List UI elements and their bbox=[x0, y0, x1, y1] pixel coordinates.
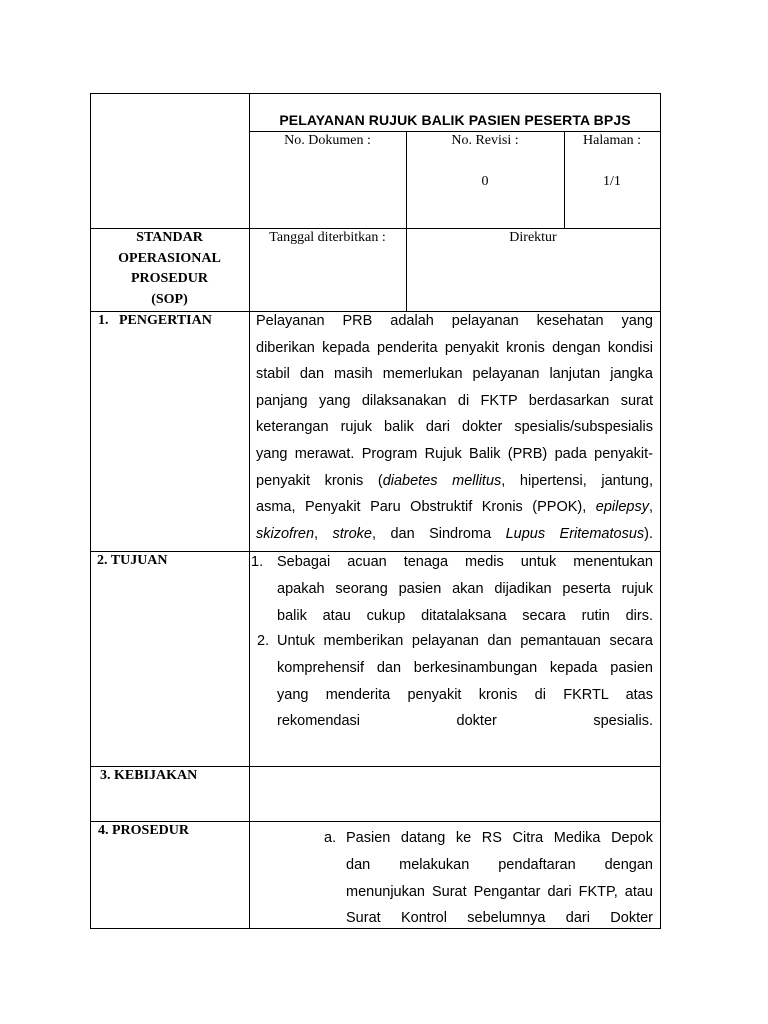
pengertian-line-8 bbox=[256, 494, 653, 521]
pengertian-text: , dan Sindroma bbox=[372, 525, 506, 542]
tujuan-item-1 bbox=[251, 549, 656, 630]
title-divider bbox=[249, 131, 661, 132]
table-border-left bbox=[90, 93, 91, 929]
halaman-value: 1/1 bbox=[603, 174, 621, 189]
row-divider-kebijakan bbox=[90, 821, 661, 822]
prosedur-item-a-line-4: Surat Kontrol sebelumnya dari Dokter bbox=[346, 910, 653, 927]
pengertian-text: , hipertensi, jantung, bbox=[501, 472, 653, 489]
halaman-label: Halaman : bbox=[583, 133, 641, 148]
pengertian-text: asma, Penyakit Paru Obstruktif Kronis (PPOK), bbox=[256, 499, 596, 516]
tujuan-item-number: 2. bbox=[257, 633, 270, 649]
pengertian-text: , bbox=[648, 499, 653, 516]
pengertian-italic-term: Lupus Eritematosus bbox=[505, 525, 645, 542]
tujuan-item-2 bbox=[257, 628, 656, 736]
prosedur-item-a bbox=[324, 825, 654, 929]
prosedur-item-letter: a. bbox=[324, 830, 337, 846]
tanggal-diterbitkan-label: Tanggal diterbitkan : bbox=[269, 230, 386, 245]
pengertian-line-5: keterangan rujuk balik dari dokter spesialis/subspesialis bbox=[256, 419, 653, 436]
tujuan-item-2-line-4: rekomendasi dokter spesialis. bbox=[277, 713, 653, 730]
pengertian-line-6: yang merawat. Program Rujuk Balik (PRB) pada penyakit- bbox=[256, 445, 653, 462]
direktur-label: Direktur bbox=[509, 230, 557, 245]
pengertian-line-2: diberikan kepada penderita penyakit kronis dengan kondisi bbox=[256, 339, 653, 356]
tujuan-item-1-line-1: Sebagai acuan tenaga medis untuk menentukan bbox=[277, 554, 653, 570]
section-prosedur-label: 4. PROSEDUR bbox=[98, 823, 190, 838]
no-revisi-label: No. Revisi : bbox=[451, 133, 519, 148]
pengertian-text: penyakit kronis ( bbox=[256, 472, 383, 489]
table-border-right bbox=[660, 93, 661, 929]
prosedur-item-a-line-3: menunjukan Surat Pengantar dari FKTP, atau bbox=[346, 883, 653, 900]
row-divider-tujuan bbox=[90, 766, 661, 767]
tujuan-item-2-line-3: yang menderita penyakit kronis di FKRTL atas bbox=[277, 686, 653, 703]
column-divider-main bbox=[249, 93, 250, 929]
sop-label-line4: (SOP) bbox=[151, 291, 188, 307]
pengertian-line-3: stabil dan masih memerlukan pelayanan lanjutan jangka bbox=[256, 366, 653, 383]
table-border-top bbox=[90, 93, 661, 94]
pengertian-line-4: panjang yang dilaksanakan di FKTP berdasarkan surat bbox=[256, 392, 653, 409]
prosedur-item-a-line-1: Pasien datang ke RS Citra Medika Depok bbox=[346, 830, 653, 846]
pengertian-text: ). bbox=[644, 525, 653, 542]
prosedur-item-a-line-2: dan melakukan pendaftaran dengan bbox=[346, 856, 653, 873]
document-title: PELAYANAN RUJUK BALIK PASIEN PESERTA BPJS bbox=[279, 112, 631, 128]
pengertian-line-9 bbox=[256, 521, 653, 548]
pengertian-italic-term: skizofren bbox=[256, 525, 315, 542]
tujuan-item-1-line-3: balik atau cukup ditatalaksana secara rutin dirs. bbox=[277, 607, 653, 624]
pengertian-italic-term: diabetes mellitus bbox=[382, 472, 502, 489]
tujuan-item-2-line-2: komprehensif dan berkesinambungan kepada pasien bbox=[277, 659, 653, 676]
tujuan-item-2-line-1: Untuk memberikan pelayanan dan pemantauan secara bbox=[277, 633, 653, 649]
sop-label bbox=[90, 228, 249, 310]
pengertian-italic-term: epilepsy bbox=[595, 499, 649, 516]
section-tujuan-label: 2. TUJUAN bbox=[97, 553, 168, 568]
section-pengertian-label: 1. PENGERTIAN bbox=[98, 313, 212, 328]
column-divider-revisi bbox=[406, 131, 407, 311]
sop-label-line2: OPERASIONAL bbox=[118, 250, 221, 266]
sop-label-line3: PROSEDUR bbox=[130, 271, 208, 286]
no-dokumen-label: No. Dokumen : bbox=[284, 133, 371, 148]
no-revisi-value: 0 bbox=[481, 174, 489, 189]
tujuan-item-1-line-2: apakah seorang pasien akan dijadikan peserta rujuk bbox=[277, 580, 653, 597]
section-kebijakan-label: 3. KEBIJAKAN bbox=[100, 768, 198, 783]
pengertian-line-7 bbox=[256, 468, 653, 495]
pengertian-line-1: Pelayanan PRB adalah pelayanan kesehatan yang bbox=[256, 313, 653, 329]
sop-label-line1: STANDAR bbox=[136, 230, 203, 245]
pengertian-italic-term: stroke bbox=[332, 525, 372, 542]
tujuan-item-number: 1. bbox=[251, 554, 264, 570]
pengertian-paragraph bbox=[256, 308, 653, 547]
pengertian-text: , bbox=[314, 525, 333, 542]
